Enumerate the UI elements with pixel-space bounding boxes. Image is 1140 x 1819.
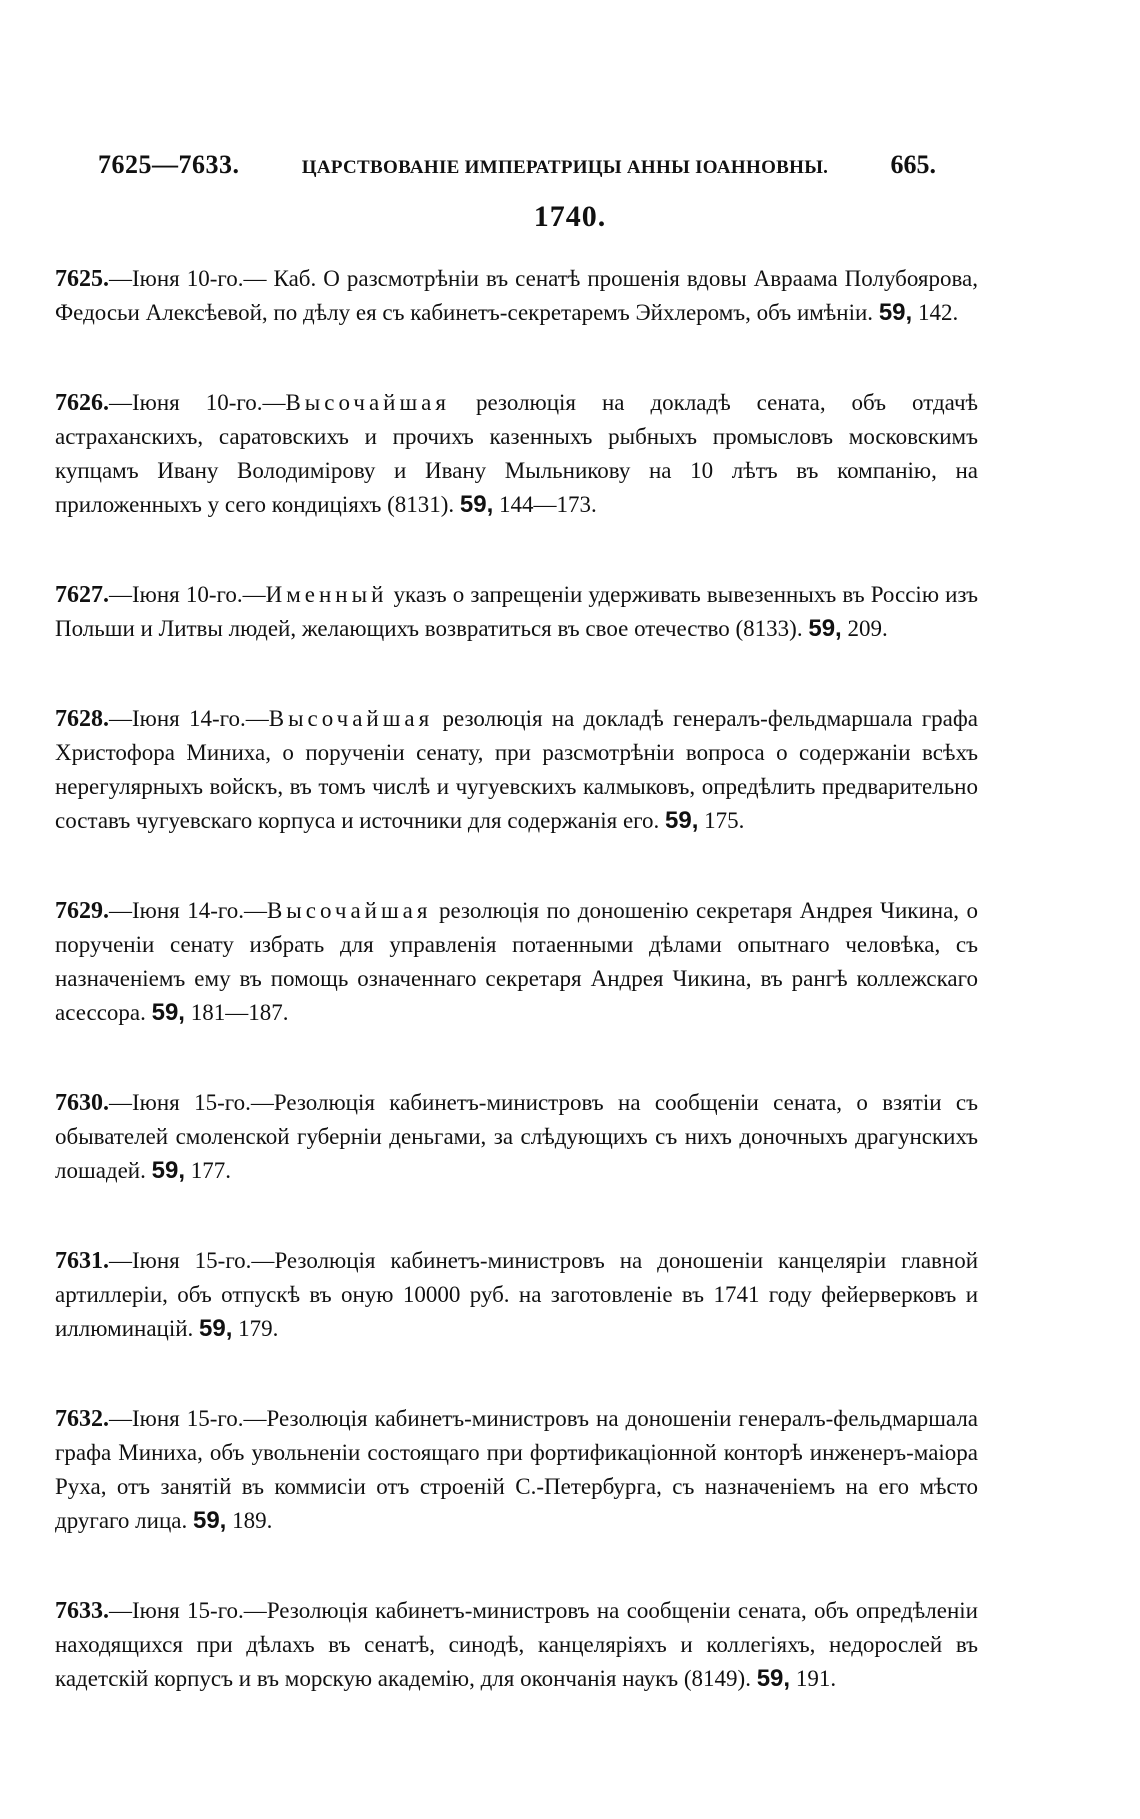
year-heading: 1740.: [533, 200, 607, 233]
entry-date: —Іюня 10-го.—: [109, 266, 267, 291]
entry-pages: 142.: [917, 300, 959, 325]
entry-kind: Высочайшая: [266, 898, 432, 923]
entry-pages: 175.: [704, 808, 745, 833]
entries-list: [55, 262, 978, 1752]
running-title: ЦАРСТВОВАНІЕ ИМПЕРАТРИЦЫ АННЫ ІОАННОВНЫ.: [301, 157, 829, 178]
entry-number: 7630.: [55, 1090, 109, 1116]
page-number: 665.: [890, 150, 936, 179]
entry-date: —Іюня 15-го.—: [109, 1090, 274, 1115]
entry-pages: 189.: [232, 1508, 273, 1533]
entry-volume: 59,: [192, 1507, 227, 1534]
entry-date: —Іюня 14-го.—: [109, 706, 269, 731]
entry-number: 7628.: [55, 706, 109, 732]
entry-kind: Высочайшая: [268, 706, 434, 731]
entry-range: 7625—7633.: [98, 150, 240, 179]
entry-7626: [55, 386, 978, 522]
entry-pages: 209.: [847, 616, 888, 641]
entry-pages: 181—187.: [190, 1000, 289, 1025]
entry-text: Резолюція кабинетъ-министровъ на доношеніи генералъ-фельдмаршала графа Миниха, объ увольненіи состоящаго при фортификаціонной конторѣ инженеръ-маіора Руха, отъ занятій въ коммисіи отъ строеній С.-Петербурга, съ назначеніемъ на его мѣсто другаго лица.: [55, 1406, 979, 1533]
entry-number: 7625.: [55, 266, 109, 292]
entry-7633: [55, 1594, 978, 1696]
entry-kind: Высочайшая: [285, 390, 450, 415]
entry-volume: 59,: [199, 1315, 233, 1342]
entry-pages: 177.: [190, 1158, 231, 1183]
entry-volume: 59,: [878, 299, 913, 326]
entry-text: резолюція по доношенію секретаря Андрея Чикина, о порученіи сенату избрать для управленія потаенными дѣлами опытнаго человѣка, съ назначеніемъ ему въ помощь означеннаго секретаря Андрея Чикина, въ рангѣ коллежскаго асессора.: [55, 898, 979, 1025]
entry-pages: 191.: [795, 1666, 837, 1691]
entry-date: —Іюня 15-го.—: [109, 1406, 267, 1431]
entry-text: Резолюція кабинетъ-министровъ на доношеніи канцеляріи главной артиллеріи, объ отпускѣ въ оную 10000 руб. на заготовленіе въ 1741 году фейерверковъ и иллюминацій.: [55, 1248, 979, 1341]
entry-volume: 59,: [665, 807, 699, 834]
entry-volume: 59,: [151, 1157, 185, 1184]
entry-number: 7631.: [55, 1248, 109, 1274]
entry-7628: [55, 702, 978, 838]
entry-7632: [55, 1402, 978, 1538]
entry-pages: 179.: [238, 1316, 279, 1341]
entry-7631: [55, 1244, 978, 1346]
running-head: [98, 150, 936, 190]
entry-volume: 59,: [808, 615, 842, 642]
entry-number: 7627.: [55, 582, 109, 608]
entry-date: —Іюня 15-го.—: [109, 1248, 275, 1273]
entry-text: Резолюція кабинетъ-министровъ на сообщеніи сената, о взятіи съ обывателей смоленской губерніи деньгами, за слѣдующихъ съ нихъ доночныхъ драгунскихъ лошадей.: [55, 1090, 979, 1183]
entry-text: резолюція на докладѣ сената, объ отдачѣ астраханскихъ, саратовскихъ и прочихъ казенныхъ рыбныхъ промысловъ московскимъ купцамъ Ивану Володимірову и Ивану Мыльникову на 10 лѣтъ въ компанію, на приложенныхъ у сего кондиціяхъ (8131).: [55, 390, 979, 517]
entry-number: 7632.: [55, 1406, 109, 1432]
entry-number: 7626.: [55, 390, 109, 416]
entry-7627: [55, 578, 978, 646]
entry-volume: 59,: [151, 999, 185, 1026]
entry-text: Резолюція кабинетъ-министровъ на сообщеніи сената, объ опредѣленіи находящихся при дѣлахъ въ сенатѣ, синодѣ, канцеляріяхъ и коллегіяхъ, недорослей въ кадетскій корпусъ и въ морскую академію, для окончанія наукъ (8149).: [55, 1598, 978, 1691]
entry-text: указъ о запрещеніи удерживать вывезенныхъ въ Россію изъ Польши и Литвы людей, желающихъ возвратиться въ свое отечество (8133).: [55, 582, 979, 641]
entry-pages: 144—173.: [499, 492, 597, 517]
entry-number: 7633.: [55, 1598, 109, 1624]
entry-date: —Іюня 14-го.—: [109, 898, 267, 923]
entry-kind: Именный: [265, 582, 388, 607]
entry-number: 7629.: [55, 898, 109, 924]
entry-text: Каб. О разсмотрѣніи въ сенатѣ прошенія вдовы Авраама Полубоярова, Федосьи Алексѣевой, по дѣлу ея съ кабинетъ-секретаремъ Эйхлеромъ, объ имѣніи.: [55, 266, 978, 325]
entry-date: —Іюня 15-го.—: [109, 1598, 267, 1623]
entry-date: —Іюня 10-го.—: [109, 390, 286, 415]
entry-7630: [55, 1086, 978, 1188]
entry-7629: [55, 894, 978, 1030]
entry-volume: 59,: [756, 1665, 791, 1692]
entry-date: —Іюня 10-го.—: [109, 582, 266, 607]
entry-volume: 59,: [459, 491, 494, 518]
entry-text: резолюція на докладѣ генералъ-фельдмаршала графа Христофора Миниха, о порученіи сенату, при разсмотрѣніи вопроса о содержаніи всѣхъ нерегулярныхъ войскъ, въ томъ числѣ и чугуевскихъ калмыковъ, опредѣлить предварительно составъ чугуевскаго корпуса и источники для содержанія его.: [55, 706, 978, 833]
entry-7625: [55, 262, 978, 330]
